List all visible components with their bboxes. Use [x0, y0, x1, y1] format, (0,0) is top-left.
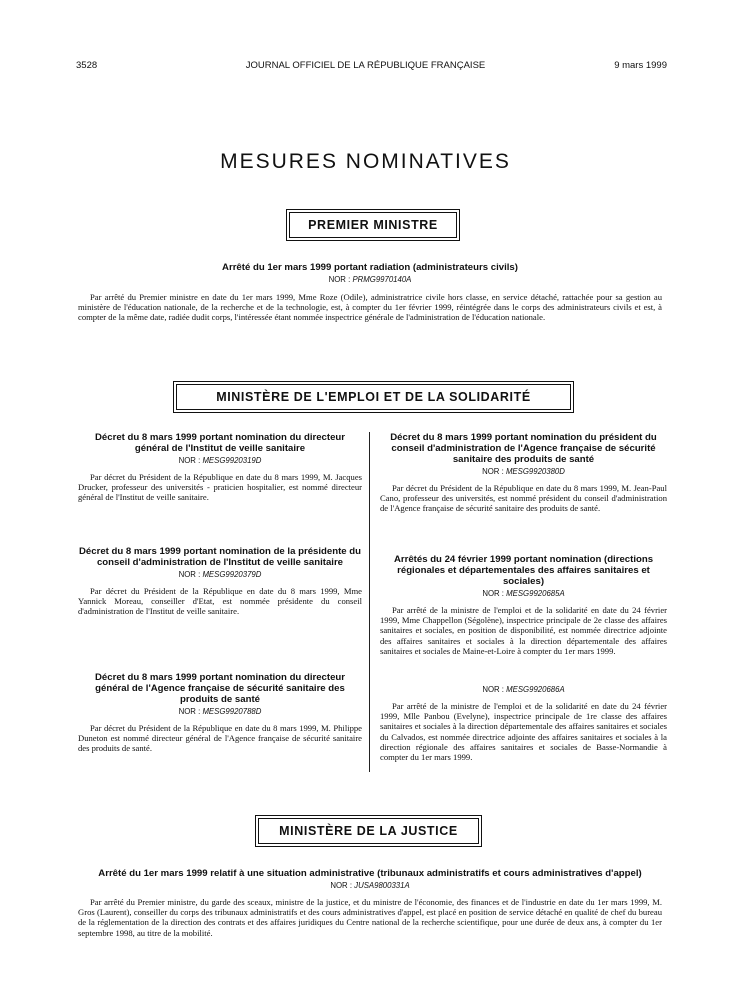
decree-title: Arrêté du 1er mars 1999 portant radiation (administrateurs civils): [222, 262, 518, 273]
decree-item: [380, 554, 667, 656]
nor-reference: NOR : JUSA9800331A: [330, 881, 410, 890]
decree-title: Arrêtés du 24 février 1999 portant nomination (directions régionales et départementales des affaires sanitaires et sociales): [393, 554, 654, 587]
nor-reference: NOR : MESG9920685A: [482, 589, 565, 598]
nor-reference: NOR : MESG9920788D: [178, 707, 262, 716]
page-title: MESURES NOMINATIVES: [220, 150, 511, 173]
nor-reference: NOR : PRMG9970140A: [328, 275, 412, 284]
decree-item: [380, 683, 667, 762]
decree-title: Décret du 8 mars 1999 portant nomination du directeur général de l'Institut de veille sanitaire: [94, 432, 346, 454]
header-date: 9 mars 1999: [614, 60, 667, 71]
decree-title: Décret du 8 mars 1999 portant nomination du directeur général de l'Agence française de sécurité sanitaire des produits de santé: [94, 672, 346, 705]
decree-title: Décret du 8 mars 1999 portant nomination du président du conseil d'administration de l'Agence française de sécurité sanitaire des produits de santé: [390, 432, 657, 465]
decree-text: Par arrêté du Premier ministre, du garde des sceaux, ministre de la justice, et du ministre de l'économie, des finances et de l'industrie en date du 1er mars 1999, M. Gros (Laurent), conseiller du corps des tribunaux administratifs et des cours administratives d'appel, est placé en position de service détaché en qualité de chef du bureau de la réglementation de la direction des contrats et des affaires juridiques du Centre national de la recherche scientifique, pour une durée de deux ans, à compter du 1er septembre 1998, au titre de la mobilité.: [78, 897, 662, 938]
nor-reference: NOR : MESG9920380D: [482, 467, 565, 476]
section-heading-justice: MINISTÈRE DE LA JUSTICE: [258, 818, 479, 844]
decree-item: [78, 432, 362, 503]
column-divider: [369, 432, 370, 772]
decree-text: Par arrêté de la ministre de l'emploi et de la solidarité en date du 24 février 1999, Mlle Panbou (Evelyne), inspectrice principale de 1re classe des affaires sanitaires et sociales à la direction départementale des affaires sanitaires et sociales du Calvados, est nommée directrice adjointe des affaires sanitaires et sociales à la direction régionale des affaires sanitaires et sociales de Basse-Normandie à compter du 1er mars 1999.: [380, 701, 667, 763]
page-number: 3528: [76, 60, 98, 71]
decree-text: Par arrêté du Premier ministre en date du 1er mars 1999, Mme Roze (Odile), administratrice civile hors classe, en service détaché, rattachée pour sa gestion au ministère de l'éducation nationale, de la recherche et de la technologie, est, à compter du 1er février 1999, réintégrée dans le corps des administrateurs civils et est, à compter de la même date, radiée dudit corps, l'intéressée étant nommée inspectrice générale de l'administration de l'éducation nationale.: [78, 292, 662, 323]
decree-item: [78, 262, 662, 323]
decree-item: [78, 546, 362, 617]
nor-reference: NOR : MESG9920319D: [178, 456, 262, 465]
decree-text: Par arrêté de la ministre de l'emploi et de la solidarité en date du 24 février 1999, Mme Chappellon (Ségolène), inspectrice principale de 2e classe des affaires sanitaires et sociales, en position de disponibilité, est nommée directrice adjointe des affaires sanitaires et sociales à la direction départementale des affaires sanitaires et sociales de Maine-et-Loire à compter du 1er mars 1999.: [380, 605, 667, 656]
nor-reference: NOR : MESG9920686A: [482, 685, 565, 694]
section-heading-emploi-solidarite: MINISTÈRE DE L'EMPLOI ET DE LA SOLIDARITÉ: [176, 384, 571, 410]
decree-text: Par décret du Président de la République en date du 8 mars 1999, Mme Yannick Moreau, conseiller d'Etat, est nommée présidente du conseil d'administration de l'Institut de veille sanitaire.: [78, 586, 362, 617]
decree-title: Arrêté du 1er mars 1999 relatif à une situation administrative (tribunaux administratifs et cours administratives d'appel): [98, 868, 642, 879]
decree-item: [78, 672, 362, 754]
decree-item: [380, 432, 667, 514]
section-heading-premier-ministre: PREMIER MINISTRE: [289, 212, 457, 238]
decree-title: Décret du 8 mars 1999 portant nomination de la présidente du conseil d'administration de l'Institut de veille sanitaire: [78, 546, 362, 568]
decree-text: Par décret du Président de la République en date du 8 mars 1999, M. Jean-Paul Cano, professeur des universités, est nommé président du conseil d'administration de l'Agence française de sécurité sanitaire des produits de santé.: [380, 483, 667, 514]
nor-reference: NOR : MESG9920379D: [178, 570, 262, 579]
decree-text: Par décret du Président de la République en date du 8 mars 1999, M. Jacques Drucker, professeur des universités - praticien hospitalier, est nommé directeur général de l'Institut de veille sanitaire.: [78, 472, 362, 503]
journal-title: JOURNAL OFFICIEL DE LA RÉPUBLIQUE FRANÇAISE: [245, 60, 486, 71]
decree-text: Par décret du Président de la République en date du 8 mars 1999, M. Philippe Duneton est nommé directeur général de l'Agence française de sécurité sanitaire des produits de santé.: [78, 723, 362, 754]
decree-item: [78, 868, 662, 938]
